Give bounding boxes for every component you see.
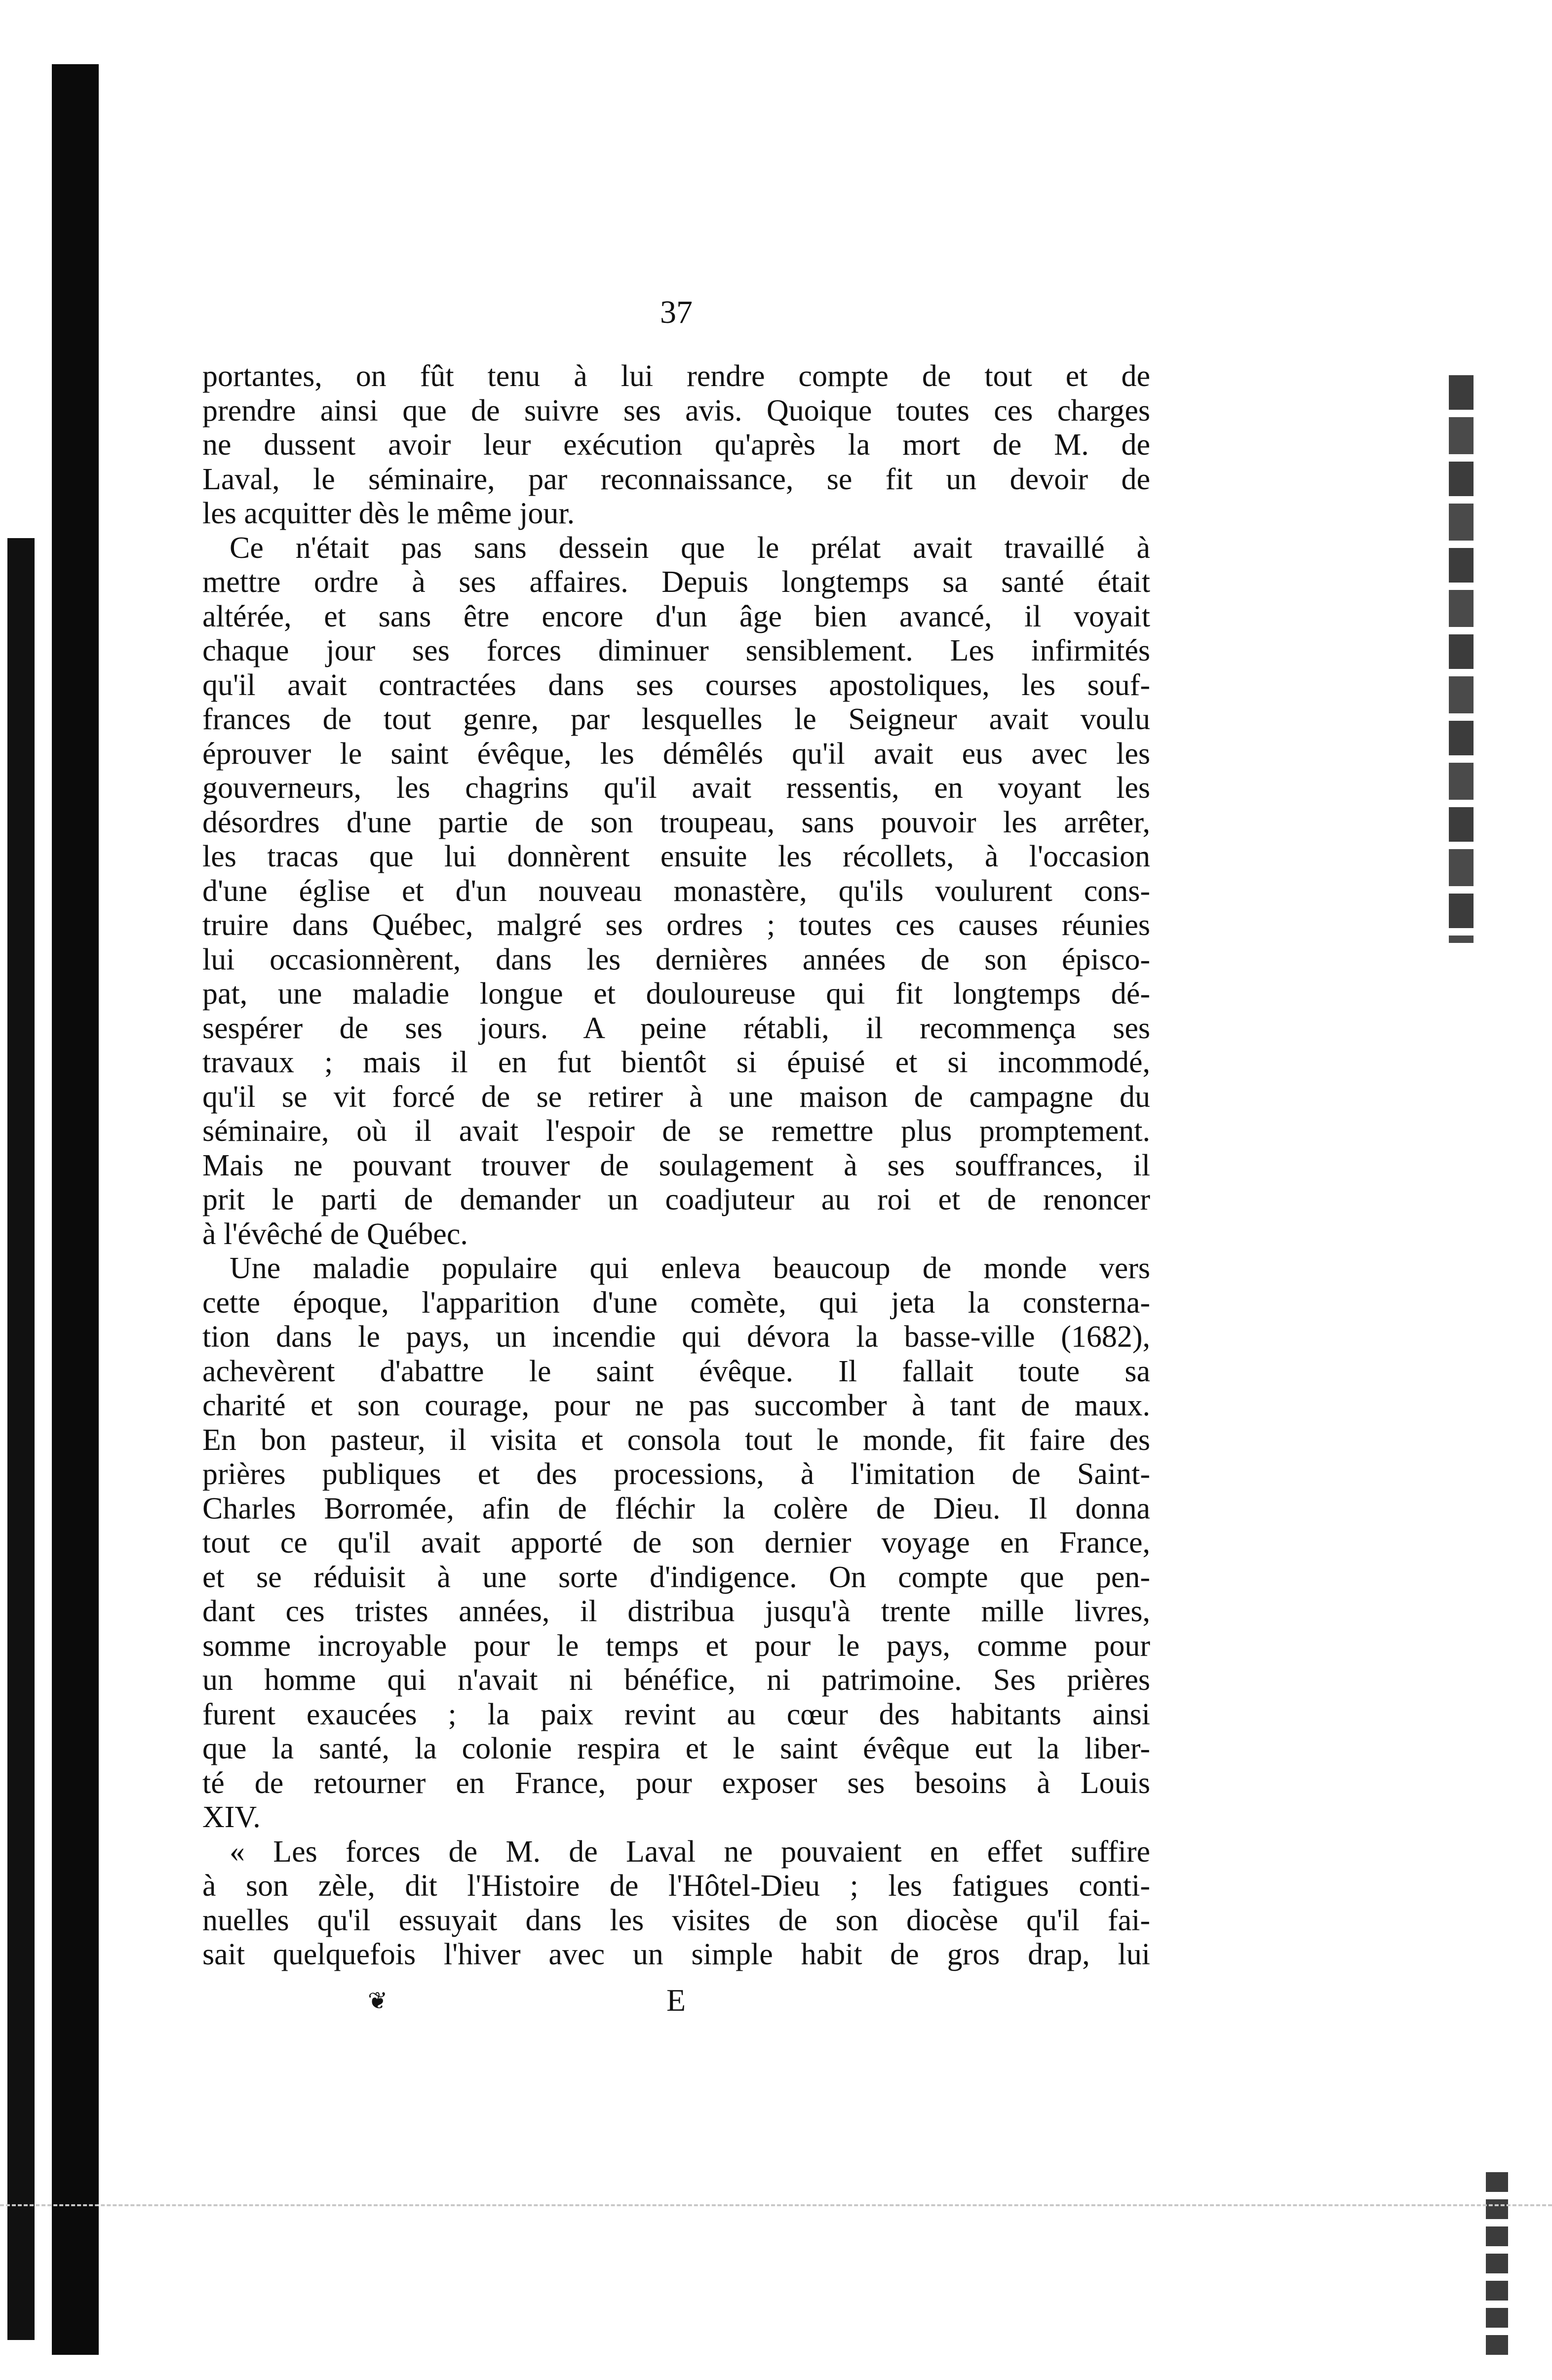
text-line: altérée, et sans être encore d'un âge bien avancé, il voyait xyxy=(202,599,1150,633)
text-line: « Les forces de M. de Laval ne pouvaient en effet suffire xyxy=(230,1834,1150,1869)
binding-shadow-outer xyxy=(7,538,35,2340)
body-text xyxy=(202,359,1150,1972)
printer-ornament: ❦ xyxy=(368,1988,388,2014)
text-line: Une maladie populaire qui enleva beaucoup de monde vers xyxy=(230,1251,1150,1285)
text-line: que la santé, la colonie respira et le saint évêque eut la liber- xyxy=(202,1732,1150,1765)
text-line: travaux ; mais il en fut bientôt si épuisé et si incommodé, xyxy=(202,1046,1150,1079)
text-line: chaque jour ses forces diminuer sensiblement. Les infirmités xyxy=(202,634,1150,667)
text-line: Charles Borromée, afin de fléchir la colère de Dieu. Il donna xyxy=(202,1491,1150,1525)
text-line: charité et son courage, pour ne pas succomber à tant de maux. xyxy=(202,1389,1150,1422)
text-line: à l'évêché de Québec. xyxy=(202,1217,468,1251)
text-line: séminaire, où il avait l'espoir de se remettre plus promptement. xyxy=(202,1114,1150,1148)
text-line: qu'il avait contractées dans ses courses apostoliques, les souf- xyxy=(202,668,1150,702)
text-line: éprouver le saint évêque, les démêlés qu'il avait eus avec les xyxy=(202,737,1150,771)
text-line: En bon pasteur, il visita et consola tout le monde, fit faire des xyxy=(202,1423,1150,1457)
signature-mark: E xyxy=(666,1983,686,2018)
text-line: nuelles qu'il essuyait dans les visites de son diocèse qu'il fai- xyxy=(202,1903,1150,1937)
text-line: prit le parti de demander un coadjuteur au roi et de renoncer xyxy=(202,1183,1150,1216)
binding-shadow xyxy=(52,64,99,2355)
scan-dashed-line xyxy=(0,2204,1552,2206)
text-line: sespérer de ses jours. A peine rétabli, il recommença ses xyxy=(202,1011,1150,1045)
page-edge-marks xyxy=(1449,375,1474,943)
text-line: Ce n'était pas sans dessein que le prélat avait travaillé à xyxy=(230,531,1150,565)
text-line: mettre ordre à ses affaires. Depuis longtemps sa santé était xyxy=(202,565,1150,599)
text-line: gouverneurs, les chagrins qu'il avait ressentis, en voyant les xyxy=(202,771,1150,805)
text-line: achevèrent d'abattre le saint évêque. Il fallait toute sa xyxy=(202,1354,1150,1388)
text-line: ne dussent avoir leur exécution qu'après la mort de M. de xyxy=(202,428,1150,462)
text-line: un homme qui n'avait ni bénéfice, ni patrimoine. Ses prières xyxy=(202,1663,1150,1697)
text-line: lui occasionnèrent, dans les dernières années de son épisco- xyxy=(202,942,1150,976)
text-line: frances de tout genre, par lesquelles le Seigneur avait voulu xyxy=(202,702,1150,736)
text-line: XIV. xyxy=(202,1800,261,1834)
text-line: pat, une maladie longue et douloureuse qui fit longtemps dé- xyxy=(202,977,1150,1011)
text-line: les tracas que lui donnèrent ensuite les récollets, à l'occasion xyxy=(202,840,1150,873)
text-line: dant ces tristes années, il distribua jusqu'à trente mille livres, xyxy=(202,1595,1150,1628)
text-line: prières publiques et des processions, à l'imitation de Saint- xyxy=(202,1457,1150,1491)
text-line: à son zèle, dit l'Histoire de l'Hôtel-Dieu ; les fatigues conti- xyxy=(202,1869,1150,1903)
page-number: 37 xyxy=(660,294,693,330)
text-line: sait quelquefois l'hiver avec un simple habit de gros drap, lui xyxy=(202,1938,1150,1971)
text-line: truire dans Québec, malgré ses ordres ; toutes ces causes réunies xyxy=(202,908,1150,942)
text-line: Laval, le séminaire, par reconnaissance, se fit un devoir de xyxy=(202,462,1150,496)
page-edge-marks-bottom xyxy=(1486,2172,1508,2355)
text-line: tout ce qu'il avait apporté de son dernier voyage en France, xyxy=(202,1526,1150,1560)
text-line: té de retourner en France, pour exposer ses besoins à Louis xyxy=(202,1766,1150,1800)
text-line: désordres d'une partie de son troupeau, sans pouvoir les arrêter, xyxy=(202,805,1150,839)
text-line: qu'il se vit forcé de se retirer à une maison de campagne du xyxy=(202,1080,1150,1114)
text-line: portantes, on fût tenu à lui rendre compte de tout et de xyxy=(202,359,1150,393)
text-line: cette époque, l'apparition d'une comète, qui jeta la consterna- xyxy=(202,1286,1150,1320)
text-line: furent exaucées ; la paix revint au cœur des habitants ainsi xyxy=(202,1697,1150,1731)
text-line: tion dans le pays, un incendie qui dévora la basse-ville (1682), xyxy=(202,1320,1150,1354)
text-line: somme incroyable pour le temps et pour le pays, comme pour xyxy=(202,1629,1150,1663)
text-line: Mais ne pouvant trouver de soulagement à ses souffrances, il xyxy=(202,1148,1150,1182)
text-line: et se réduisit à une sorte d'indigence. On compte que pen- xyxy=(202,1560,1150,1594)
text-line: d'une église et d'un nouveau monastère, qu'ils voulurent cons- xyxy=(202,874,1150,908)
text-line: les acquitter dès le même jour. xyxy=(202,497,575,530)
text-line: prendre ainsi que de suivre ses avis. Quoique toutes ces charges xyxy=(202,393,1150,428)
